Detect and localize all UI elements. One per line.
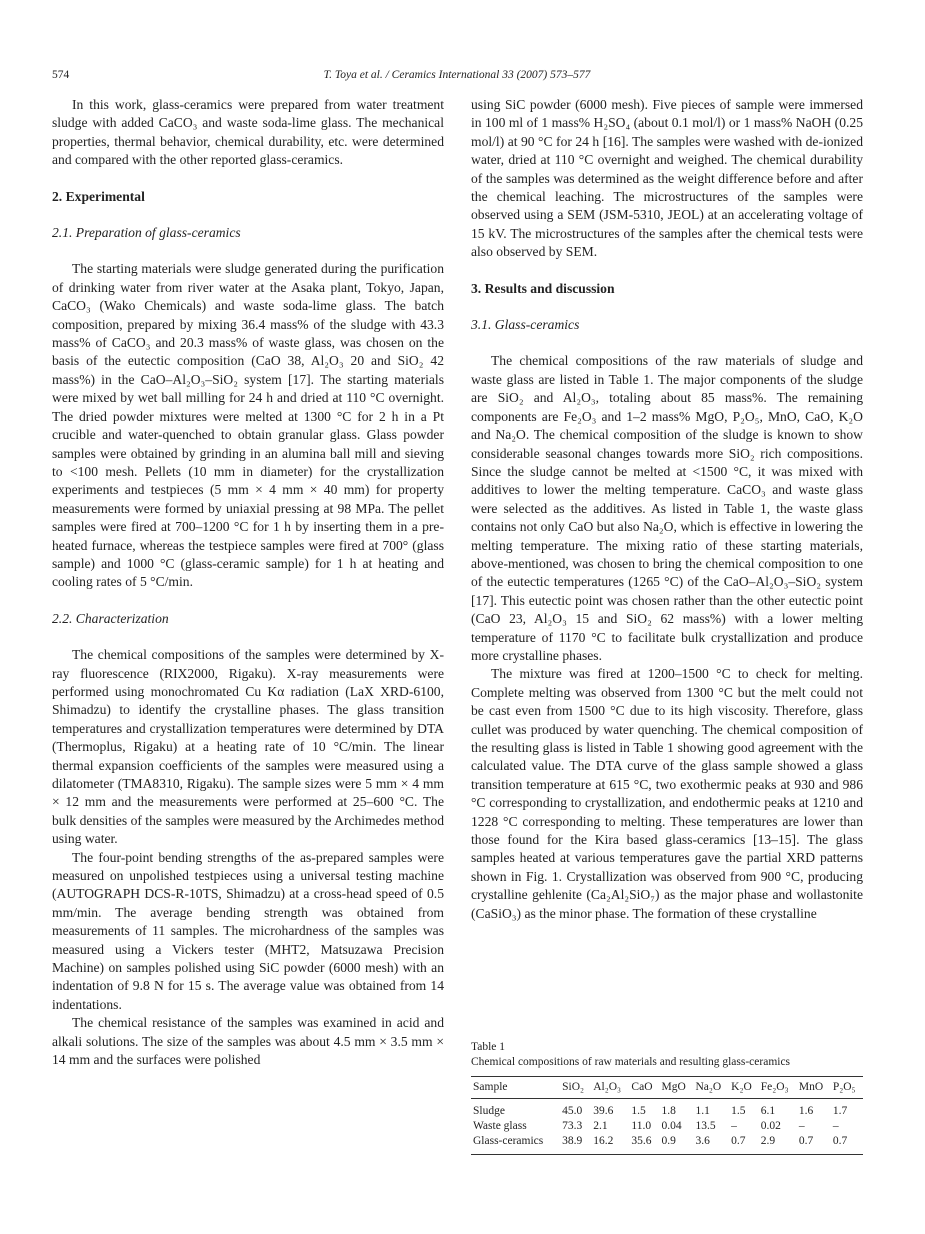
- subsection-heading-characterization: 2.2. Characterization: [52, 610, 169, 626]
- column-header: P₂O₅: [831, 1077, 863, 1099]
- paragraph-characterization-2: The four-point bending strengths of the as-prepared samples were measured on unpolished testpieces using a universal testing machine (AUTOGRAPH DCS-R-10TS, Shimadzu) at a cross-head speed of 0.5 mm/min. The average bending strength was obtained from measurements of 11 samples. The microhardness of the samples was measured using a Vickers tester (MHT2, Matsuzawa Precision Machine) on samples polished using SiC powder (6000 mesh) with an indentation of 9.8 N for 15 s. The average value was obtained from 14 indentations.: [52, 849, 444, 1012]
- column-header: MgO: [660, 1077, 694, 1099]
- table-cell: 2.1: [593, 1120, 608, 1132]
- table-cell: 1.7: [832, 1105, 848, 1117]
- right-column: [471, 96, 863, 923]
- table-cell: 1.8: [661, 1105, 676, 1117]
- table-cell: 35.6: [629, 1134, 659, 1155]
- row-label: Glass-ceramics: [471, 1134, 560, 1155]
- table-cell: 13.5: [695, 1120, 716, 1132]
- paragraph-preparation: The starting materials were sludge generated during the purification of drinking water from river water at the Asaka plant, Tokyo, Japan, CaCO₃ (Wako Chemicals) and waste soda-lime glass. The batch composition, prepared by mixing 36.4 mass% of the sludge with 43.3 mass% of CaCO₃ and 20.3 mass% of waste glass, was chosen on the basis of the eutectic composition (CaO 38, Al₂O₃ 20 and SiO₂ 42 mass%) in the CaO–Al₂O₃–SiO₂ system [17]. The starting materials were mixed by wet ball milling for 24 h and dried at 110 °C overnight. The dried powder mixtures were melted at 1300 °C for 2 h in a Pt crucible and water-quenched to obtain granular glass. Glass powder samples were obtained by grinding in an alumina ball mill and sieving to <100 mesh. Pellets (10 mm in diameter) for the crystallization experiments and testpieces (5 mm × 4 mm × 40 mm) for property measurements were formed by uniaxial pressing at 98 MPa. The pellet samples were fired at 700–1200 °C for 1 h by inserting them in a pre-heated furnace, whereas the testpiece samples were fired at 700° (glass sample) and 1000 °C (glass-ceramic sample) for 1 h at heating and cooling rates of 5 °C/min.: [52, 261, 444, 590]
- table-cell: 11.0: [631, 1120, 652, 1132]
- subsection-heading-preparation: 2.1. Preparation of glass-ceramics: [52, 225, 241, 241]
- intro-paragraph: In this work, glass-ceramics were prepared from water treatment sludge with added CaCO₃ and waste soda-lime glass. The mechanical properties, thermal behavior, chemical durability, etc. were determined and compared with the other reported glass-ceramics.: [52, 97, 444, 168]
- paragraph-glass-ceramics-1: The chemical compositions of the raw materials of sludge and waste glass are listed in Table 1. The major components of the sludge are SiO₂ and Al₂O₃, totaling about 85 mass%. The remaining components are Fe₂O₃ and 1–2 mass% MgO, P₂O₅, MnO, CaO, K₂O and Na₂O. The chemical composition of the sludge is known to show considerable seasonal changes towards more SiO₂ rich compositions. Since the sludge cannot be melted at <1500 °C, it was mixed with additives to lower the melting temperature. CaCO₃ and waste glass were selected as the additives. As listed in Table 1, the waste glass contains not only CaO but also Na₂O, which is effective in lowering the melting temperature. The mixing ratio of these starting materials, above-mentioned, was chosen to bring the chemical composition to one of the eutectic temperatures (1265 °C) of the CaO–Al₂O₃–SiO₂ system [17]. This eutectic point was chosen rather than the other eutectic point (CaO 23, Al₂O₃ 15 and SiO₂ 62 mass%) with a lower melting temperature of 1170 °C to facilitate bulk crystallization and produce more crystalline phases.: [471, 353, 863, 663]
- subsection-heading-glass-ceramics: 3.1. Glass-ceramics: [471, 317, 580, 333]
- table-cell: 73.3: [562, 1120, 583, 1132]
- table-row: [471, 1119, 863, 1134]
- table-cell: –: [832, 1120, 839, 1132]
- table-cell: 38.9: [560, 1134, 591, 1155]
- paragraph-characterization-3: The chemical resistance of the samples was examined in acid and alkali solutions. The size of the samples was about 4.5 mm × 3.5 mm × 14 mm and the surfaces were polished: [52, 1015, 444, 1068]
- table-cell: 0.9: [660, 1134, 694, 1155]
- paragraph-characterization-1: The chemical compositions of the samples were determined by X-ray fluorescence (RIX2000, Rigaku). X-ray measurements were performed using monochromated Cu Kα radiation (LaX XRD-6100, Shimadzu) to identify the crystalline phases. The glass transition temperatures and crystallization temperatures were determined by DTA (Thermoplus, Rigaku) at a heating rate of 10 °C/min. The linear thermal expansion coefficients of the samples were measured using a dilatometer (TMA8310, Rigaku). The sample sizes were 5 mm × 4 mm × 12 mm and the measurements were performed at 25–600 °C. The bulk densities of the samples were measured by the Archimedes method using water.: [52, 647, 444, 847]
- table-cell: –: [798, 1120, 805, 1132]
- running-head: T. Toya et al. / Ceramics International 33 (2007) 573–577: [323, 69, 591, 81]
- table-header-row: [471, 1077, 863, 1099]
- section-heading-results: 3. Results and discussion: [471, 280, 615, 296]
- table-cell: 0.04: [661, 1120, 682, 1132]
- page-number: 574: [52, 69, 70, 81]
- paragraph-continued: using SiC powder (6000 mesh). Five pieces of sample were immersed in 100 ml of 1 mass% H₂SO₄ (about 0.1 mol/l) or 1 mass% NaOH (0.25 mol/l) at 90 °C for 24 h [16]. The samples were washed with de-ionized water, dried at 110 °C overnight and weighed. The chemical durability of the samples was determined as the weight difference before and after the chemical leaching. The microstructures of the samples were observed using a SEM (JSM-5310, JEOL) at an accelerating voltage of 15 kV. The microstructures of the samples after the chemical tests were also observed by SEM.: [471, 97, 863, 260]
- table-cell: 3.6: [693, 1134, 729, 1155]
- composition-table: [471, 1076, 863, 1155]
- table-cell: 0.7: [729, 1134, 759, 1155]
- section-heading-experimental: 2. Experimental: [52, 188, 145, 204]
- column-header: MnO: [797, 1077, 831, 1099]
- column-header: Sample: [471, 1077, 560, 1099]
- column-header: K₂O: [729, 1077, 759, 1099]
- left-column: [52, 96, 444, 1070]
- table-cell: 1.1: [695, 1105, 710, 1117]
- row-label: Waste glass: [473, 1120, 527, 1132]
- table-cell: 1.5: [631, 1105, 646, 1117]
- table-cell: 45.0: [562, 1105, 583, 1117]
- table-cell: 16.2: [591, 1134, 629, 1155]
- column-header: Na₂O: [693, 1077, 729, 1099]
- table-cell: 6.1: [760, 1105, 776, 1117]
- table-row: [471, 1134, 863, 1155]
- table-cell: 39.6: [593, 1105, 614, 1117]
- table-label: Table 1: [471, 1041, 506, 1053]
- column-header: Al₂O₃: [591, 1077, 629, 1099]
- table-cell: –: [731, 1120, 737, 1132]
- table-1: [471, 1040, 863, 1155]
- column-header: Fe₂O₃: [759, 1077, 797, 1099]
- paragraph-glass-ceramics-2: The mixture was fired at 1200–1500 °C to check for melting. Complete melting was observed from 1300 °C but the melt could not be cast even from 1500 °C due to its high viscosity. Therefore, glass cullet was produced by water quenching. The chemical composition of the resulting glass is listed in Table 1 showing good agreement with the calculated value. The DTA curve of the glass sample showed a glass transition temperature at 615 °C, two exothermic peaks at 930 and 986 °C corresponding to crystallization, and endothermic peaks at 1210 and 1228 °C corresponding to melting. These temperatures are lower than those found for the Kira based glass-ceramics [13–15]. The glass samples heated at various temperatures gave the partial XRD patterns shown in Fig. 1. Crystallization was observed from 900 °C, producing crystalline gehlenite (Ca₂Al₂SiO₇) as the major phase and wollastonite (CaSiO₃) as the minor phase. The formation of these crystalline: [471, 666, 863, 921]
- column-header: SiO₂: [560, 1077, 591, 1099]
- page-header: [52, 66, 862, 84]
- table-caption: Chemical compositions of raw materials and resulting glass-ceramics: [471, 1056, 791, 1068]
- table-cell: 1.6: [798, 1105, 814, 1117]
- table-cell: 1.5: [731, 1105, 746, 1117]
- table-cell: 2.9: [759, 1134, 797, 1155]
- table-row: [471, 1099, 863, 1120]
- table-cell: 0.02: [760, 1120, 781, 1132]
- column-header: CaO: [629, 1077, 659, 1099]
- table-cell: 0.7: [797, 1134, 831, 1155]
- row-label: Sludge: [473, 1105, 505, 1117]
- table-cell: 0.7: [831, 1134, 863, 1155]
